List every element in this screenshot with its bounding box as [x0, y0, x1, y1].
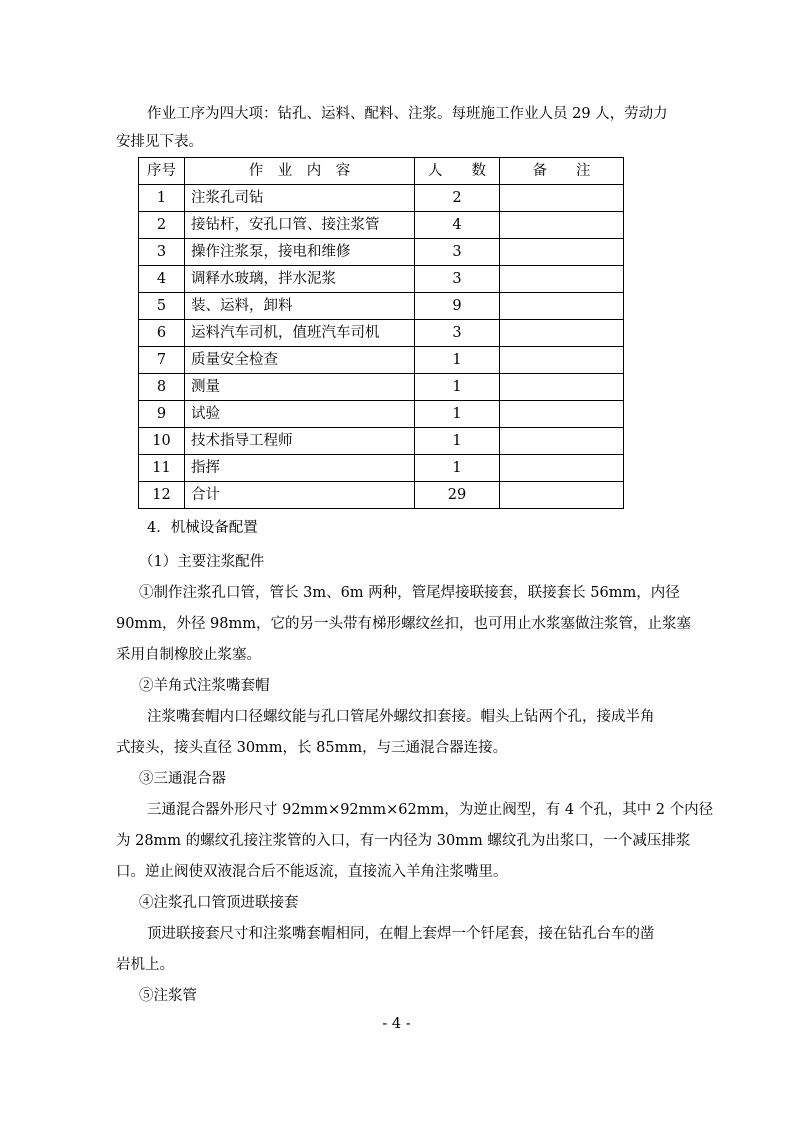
cell-content: 接钻杆，安孔口管、接注浆管 [185, 212, 415, 239]
cell-note [500, 293, 624, 320]
cell-no: 4 [139, 266, 185, 293]
cell-note [500, 428, 624, 455]
table-row [139, 374, 624, 401]
cell-count: 1 [415, 455, 500, 482]
cell-no: 8 [139, 374, 185, 401]
cell-content: 合计 [185, 482, 415, 509]
table-row [139, 401, 624, 428]
item-3-heading: ③三通混合器 [139, 771, 226, 787]
cell-no: 3 [139, 239, 185, 266]
table-row [139, 482, 624, 509]
item-2-heading: ②羊角式注浆嘴套帽 [139, 678, 270, 694]
cell-content: 技术指导工程师 [185, 428, 415, 455]
paragraph-4-line-2: 岩机上。 [116, 957, 174, 973]
cell-count: 4 [415, 212, 500, 239]
cell-no: 5 [139, 293, 185, 320]
paragraph-3-line-3: 口。逆止阀使双液混合后不能返流，直接流入羊角注浆嘴里。 [116, 864, 508, 880]
cell-count: 9 [415, 293, 500, 320]
cell-no: 11 [139, 455, 185, 482]
paragraph-2-line-2: 式接头，接头直径 30mm，长 85mm，与三通混合器连接。 [116, 740, 508, 756]
cell-no: 7 [139, 347, 185, 374]
cell-no: 12 [139, 482, 185, 509]
cell-no: 2 [139, 212, 185, 239]
cell-count: 3 [415, 320, 500, 347]
cell-count: 1 [415, 347, 500, 374]
cell-note [500, 401, 624, 428]
cell-no: 10 [139, 428, 185, 455]
cell-content: 调释水玻璃，拌水泥浆 [185, 266, 415, 293]
cell-content: 装、运料，卸料 [185, 293, 415, 320]
labor-table [138, 157, 624, 509]
cell-content: 试验 [185, 401, 415, 428]
cell-note [500, 347, 624, 374]
cell-count: 1 [415, 374, 500, 401]
table-row [139, 428, 624, 455]
cell-note [500, 185, 624, 212]
table-row [139, 455, 624, 482]
cell-content: 操作注浆泵，接电和维修 [185, 239, 415, 266]
cell-content: 运料汽车司机，值班汽车司机 [185, 320, 415, 347]
header-content: 作 业 内 容 [185, 158, 415, 185]
cell-count: 2 [415, 185, 500, 212]
item-4-heading: ④注浆孔口管顶进联接套 [139, 895, 299, 911]
cell-count: 1 [415, 401, 500, 428]
cell-count: 3 [415, 239, 500, 266]
cell-count: 29 [415, 482, 500, 509]
intro-line-1: 作业工序为四大项：钻孔、运料、配料、注浆。每班施工作业人员 29 人，劳动力 [147, 106, 668, 122]
paragraph-3-line-2: 为 28mm 的螺纹孔接注浆管的入口，有一内径为 30mm 螺纹孔为出浆口，一个减压排浆 [116, 833, 691, 849]
page-number: - 4 - [382, 1016, 411, 1032]
table-row [139, 293, 624, 320]
paragraph-2-line-1: 注浆嘴套帽内口径螺纹能与孔口管尾外螺纹扣套接。帽头上钻两个孔，接成半角 [147, 709, 655, 725]
paragraph-1-line-2: 90mm，外径 98mm，它的另一头带有梯形螺纹丝扣，也可用止水浆塞做注浆管，止浆塞 [116, 616, 692, 632]
table-row [139, 239, 624, 266]
cell-note [500, 266, 624, 293]
table-row [139, 212, 624, 239]
cell-content: 测量 [185, 374, 415, 401]
cell-count: 3 [415, 266, 500, 293]
cell-content: 质量安全检查 [185, 347, 415, 374]
cell-content: 注浆孔司钻 [185, 185, 415, 212]
cell-note [500, 239, 624, 266]
cell-content: 指挥 [185, 455, 415, 482]
table-row [139, 320, 624, 347]
paragraph-3-line-1: 三通混合器外形尺寸 92mm×92mm×62mm，为逆止阀型，有 4 个孔，其中 2 个内径 [147, 802, 714, 818]
paragraph-4-line-1: 顶进联接套尺寸和注浆嘴套帽相同，在帽上套焊一个钎尾套，接在钻孔台车的凿 [147, 926, 655, 942]
cell-no: 9 [139, 401, 185, 428]
cell-no: 1 [139, 185, 185, 212]
cell-no: 6 [139, 320, 185, 347]
section-heading: 4．机械设备配置 [147, 520, 258, 536]
paragraph-1-line-1: ①制作注浆孔口管，管长 3m、6m 两种，管尾焊接联接套，联接套长 56mm，内径 [139, 585, 680, 601]
header-note: 备 注 [500, 158, 624, 185]
cell-note [500, 320, 624, 347]
table-row [139, 266, 624, 293]
cell-note [500, 455, 624, 482]
table-header-row [139, 158, 624, 185]
paragraph-1-line-3: 采用自制橡胶止浆塞。 [116, 647, 261, 663]
cell-note [500, 482, 624, 509]
header-count: 人 数 [415, 158, 500, 185]
subsection-heading: （1）主要注浆配件 [139, 554, 265, 570]
intro-line-2: 安排见下表。 [116, 134, 203, 150]
table-row [139, 347, 624, 374]
table-row [139, 185, 624, 212]
header-no: 序号 [139, 158, 185, 185]
item-5-heading: ⑤注浆管 [139, 988, 197, 1004]
cell-note [500, 212, 624, 239]
cell-count: 1 [415, 428, 500, 455]
cell-note [500, 374, 624, 401]
